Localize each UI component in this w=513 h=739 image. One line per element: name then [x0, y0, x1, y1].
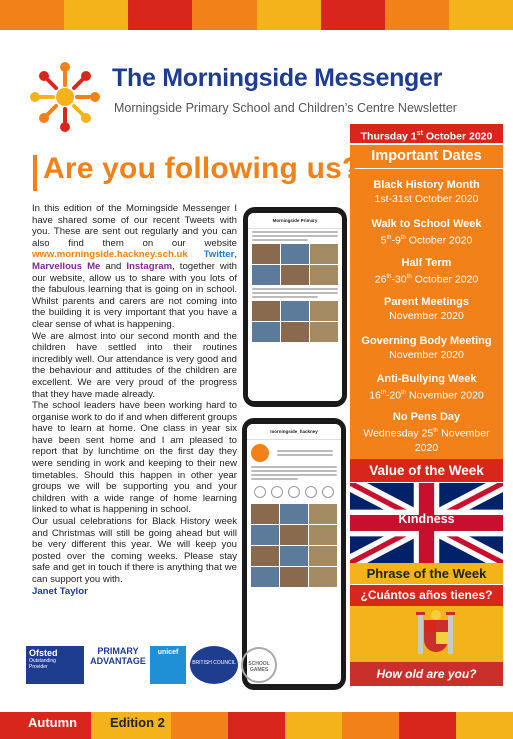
- article-body: [32, 203, 237, 597]
- date-item-no-pens-day: No Pens Day Wednesday 25th November 2020: [363, 411, 490, 454]
- date-item-governing-body: Governing Body Meeting November 2020: [361, 335, 492, 361]
- important-dates-panel: [350, 145, 503, 459]
- british-council-badge: BRITISH COUNCIL: [190, 646, 238, 684]
- article-heading: Are you following us?: [43, 152, 361, 185]
- phrase-english: How old are you?: [350, 662, 503, 686]
- article-paragraph-2: We are almost into our second month and the children have settled into their routines incredibly well. Our attendance is very good and the behaviour and attitudes of the children are excellent. We are very proud of the progress that they have made already.: [32, 330, 237, 400]
- newsletter-subtitle: Morningside Primary School and Children’s Centre Newsletter: [114, 101, 457, 115]
- website-link[interactable]: www.morningside.hackney.sch.uk: [32, 249, 188, 261]
- date-item-parent-meetings: Parent Meetings November 2020: [384, 296, 469, 322]
- article-paragraph-4: Our usual celebrations for Black History week and Christmas will still be going ahead but will be very different this year. We will keep you posted over the coming weeks. Please stay safe and get in touch if there is anything that we can support you with.: [32, 516, 237, 585]
- spanish-coat-of-arms-icon: [350, 606, 503, 662]
- heading-accent-bar: [33, 155, 37, 191]
- date-item-walk-to-school: Walk to School Week 5th-9th October 2020: [371, 218, 482, 247]
- twitter-phone-screenshot: [243, 207, 347, 407]
- signature: Janet Taylor: [32, 585, 88, 597]
- date-item-anti-bullying: Anti-Bullying Week 16th-20th November 2020: [369, 373, 484, 402]
- issue-date: Thursday 1st October 2020: [350, 124, 503, 143]
- important-dates-heading: Important Dates: [350, 145, 503, 169]
- edition-label: Edition 2: [110, 715, 165, 730]
- instagram-link[interactable]: Instagram: [126, 260, 173, 272]
- phrase-of-week-heading: Phrase of the Week: [350, 563, 503, 584]
- value-of-week-heading: Value of the Week: [350, 459, 503, 482]
- article-paragraph-1: In this edition of the Morningside Messenger I have shared some of our recent Tweets with you. These are sent out regularly and you can also find them on our website www.morningside.hackney.sch.uk Twitter, Marvellous Me and Instagram, together with our website, allow us to share with you lots of the fabulous learning that is going on in school. Whilst parents and carers are not coming into the building it is very important that you have a clear sense of what is happening.: [32, 203, 237, 330]
- marvellous-me-link[interactable]: Marvellous Me: [32, 260, 101, 272]
- date-item-half-term: Half Term 26th-30th October 2020: [374, 257, 479, 286]
- ofsted-badge: Ofsted Outstanding Provider: [26, 646, 84, 684]
- primary-advantage-logo: PRIMARY ADVANTAGE: [90, 646, 146, 666]
- top-color-stripe: [0, 0, 513, 30]
- newsletter-title: The Morningside Messenger: [112, 64, 443, 92]
- value-of-week: Kindness: [398, 512, 455, 526]
- school-games-badge: SCHOOL GAMES: [241, 647, 277, 683]
- twitter-link[interactable]: Twitter: [203, 249, 235, 261]
- sun-people-logo: [28, 60, 102, 134]
- article-paragraph-3: The school leaders have been working hard to organise work to do if and when different groups have to learn at home. One class in year six have been sent home and I am pleased to report that by lunchtime on the first day they were sending in work and keeping to their new timetables. Should this happen in other year groups we will be supporting you and your children with a wide range of home learning linked to what is happening in school.: [32, 400, 237, 516]
- phrase-spanish: ¿Cuántos años tienes?: [350, 585, 503, 606]
- unicef-badge: unicef: [150, 646, 186, 684]
- instagram-screen-title: morningside_hackney: [247, 424, 341, 440]
- spain-emblem-panel: [350, 606, 503, 662]
- twitter-screen-title: Morningside Primary: [248, 213, 342, 229]
- season-label: Autumn: [28, 715, 78, 730]
- date-item-black-history: Black History Month 1st-31st October 2020: [373, 179, 480, 205]
